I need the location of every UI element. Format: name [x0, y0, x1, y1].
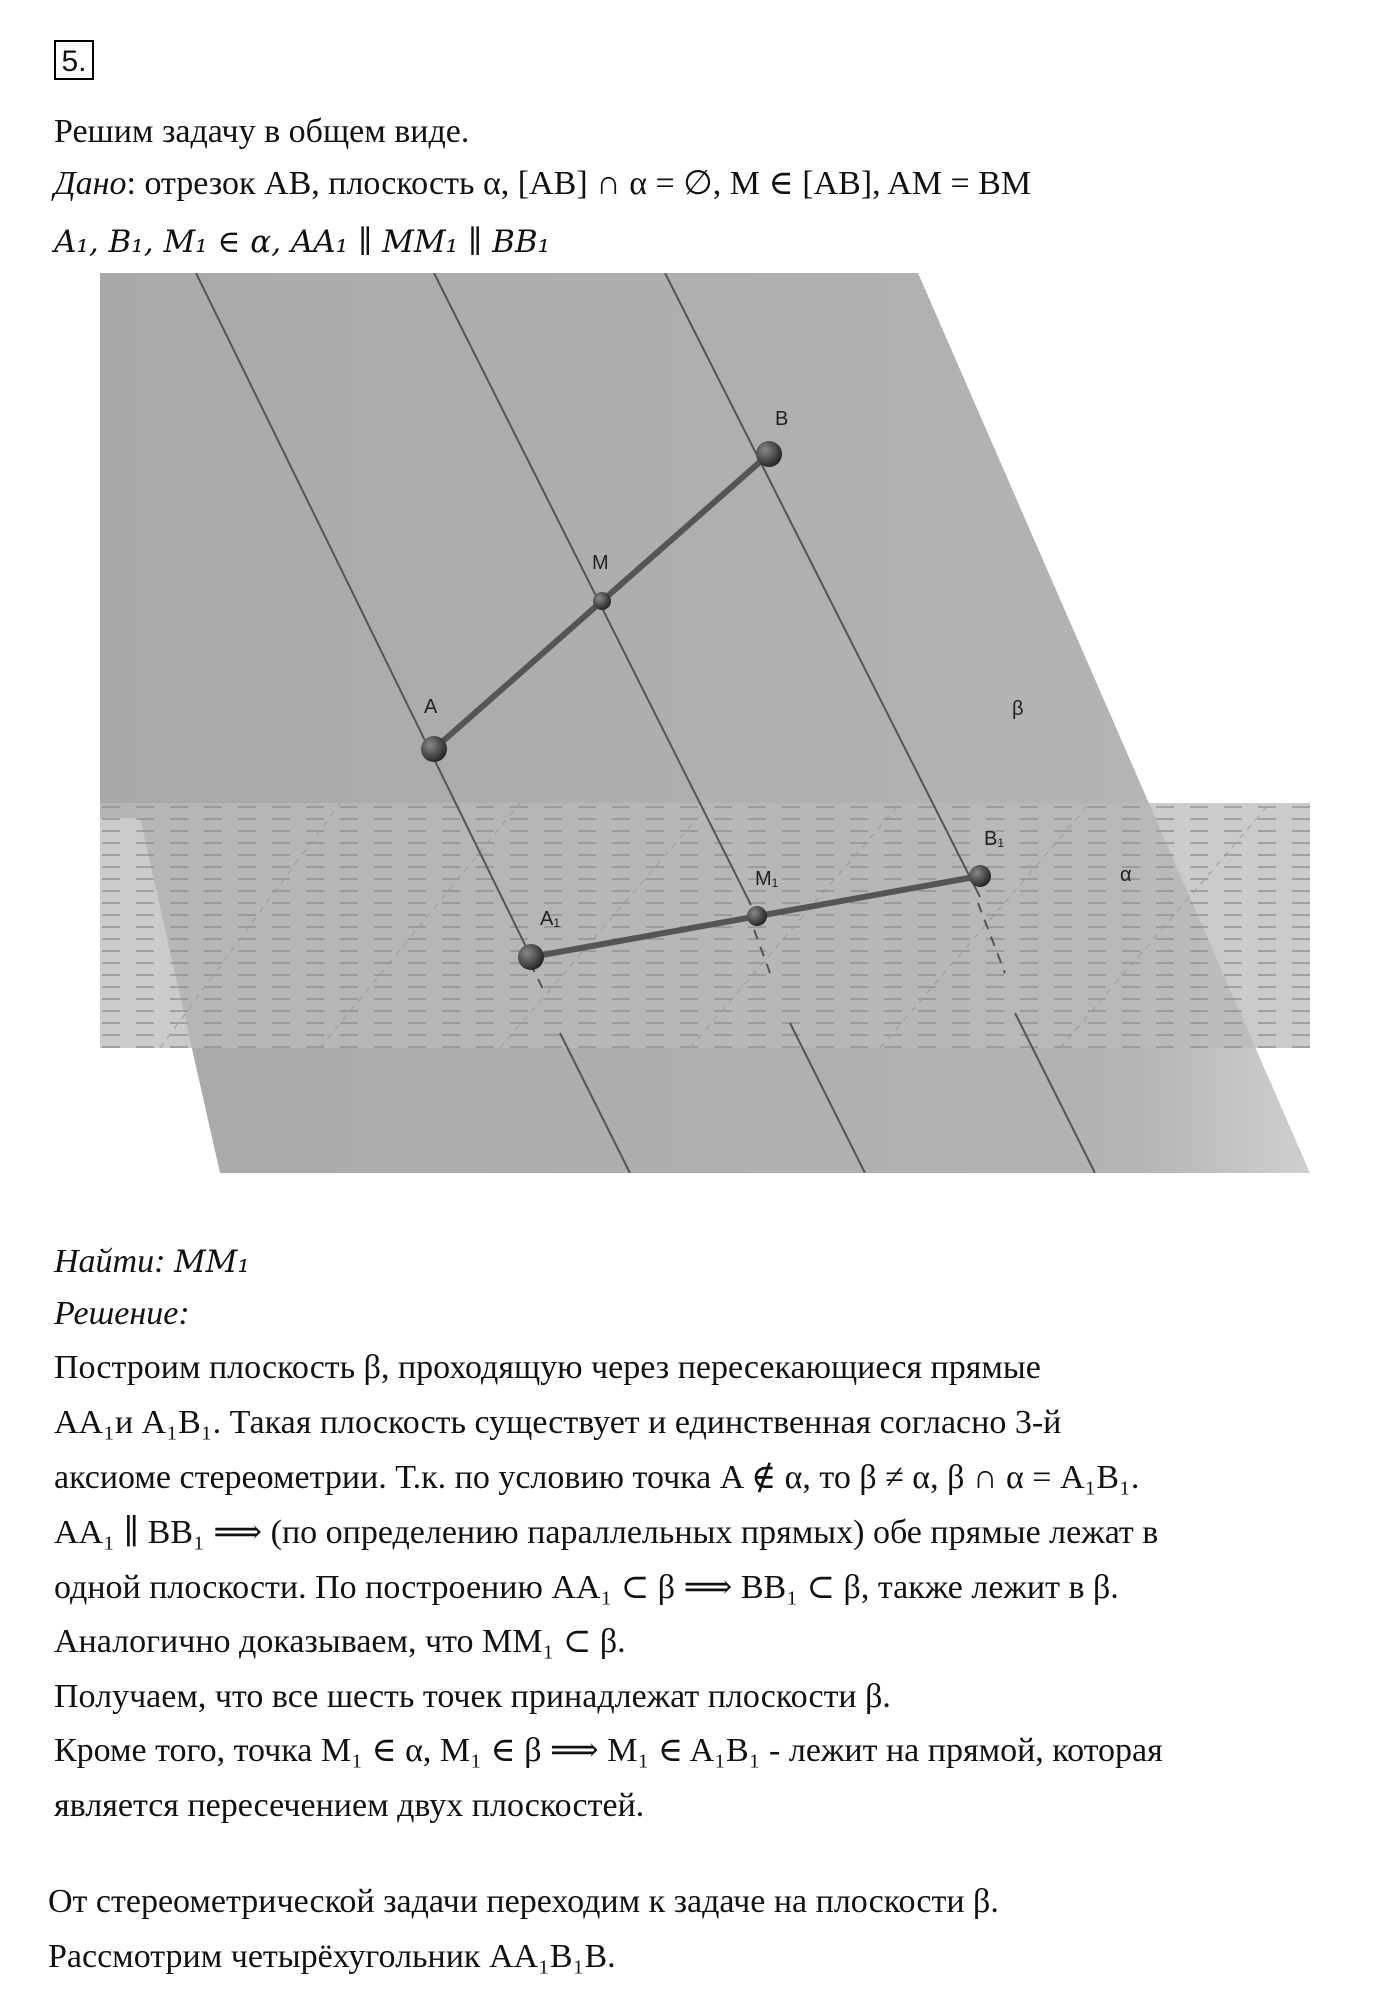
label-b1: B₁ [984, 828, 1005, 850]
solution-label: Решение: [54, 1295, 190, 1332]
solution-line: аксиоме стереометрии. Т.к. по условию точка A ∉ α, то β ≠ α, β ∩ α = A₁B₁. [54, 1459, 1140, 1496]
solution-line: Кроме того, точка M₁ ∈ α, M₁ ∈ β ⟹ M₁ ∈ A₁B₁ - лежит на прямой, которая [54, 1732, 1163, 1769]
figure-svg [100, 273, 1320, 1173]
label-b: B [775, 408, 789, 430]
solution-line: Получаем, что все шесть точек принадлежат плоскости β. [54, 1678, 891, 1715]
conclusion-line: От стереометрической задачи переходим к задаче на плоскости β. [48, 1883, 999, 1920]
given-label: Дано [54, 165, 127, 202]
label-alpha: α [1120, 864, 1132, 886]
solution-line: одной плоскости. По построению AA₁ ⊂ β ⟹ BB₁ ⊂ β, также лежит в β. [54, 1569, 1119, 1606]
conclusion-line: Рассмотрим четырёхугольник AA₁B₁B. [48, 1938, 616, 1975]
problem-number: 5. [54, 40, 94, 80]
given-line-2: A₁, B₁, M₁ ∈ α, AA₁ ∥ MM₁ ∥ BB₁ [54, 224, 551, 260]
label-beta: β [1012, 698, 1024, 720]
solution-line: является пересечением двух плоскостей. [54, 1787, 645, 1824]
label-m1: M₁ [755, 868, 779, 890]
intro-text: Решим задачу в общем виде. [54, 113, 470, 150]
find-label: Найти: [54, 1243, 166, 1280]
point-m1 [747, 906, 767, 926]
point-m [593, 592, 611, 610]
solution-line: Построим плоскость β, проходящую через пересекающиеся прямые [54, 1349, 1041, 1386]
point-a [421, 736, 447, 762]
label-a1: A₁ [540, 908, 561, 930]
find-line [54, 1242, 250, 1282]
point-b [756, 441, 782, 467]
solution-line: AA₁и A₁B₁. Такая плоскость существует и единственная согласно 3-й [54, 1404, 1062, 1441]
solution-line: AA₁ ∥ BB₁ ⟹ (по определению параллельных прямых) обе прямые лежат в [54, 1514, 1159, 1551]
point-b1 [969, 865, 991, 887]
given-text: : отрезок AB, плоскость α, [AB] ∩ α = ∅, M ∈ [AB], AM = BM [126, 165, 1032, 202]
label-a: A [424, 696, 438, 718]
geometry-figure [100, 273, 1320, 1173]
given-line [54, 164, 1031, 204]
label-m: M [592, 552, 609, 574]
find-value: MM₁ [173, 1244, 250, 1280]
solution-line: Аналогично доказываем, что MM₁ ⊂ β. [54, 1623, 626, 1660]
point-a1 [518, 944, 544, 970]
